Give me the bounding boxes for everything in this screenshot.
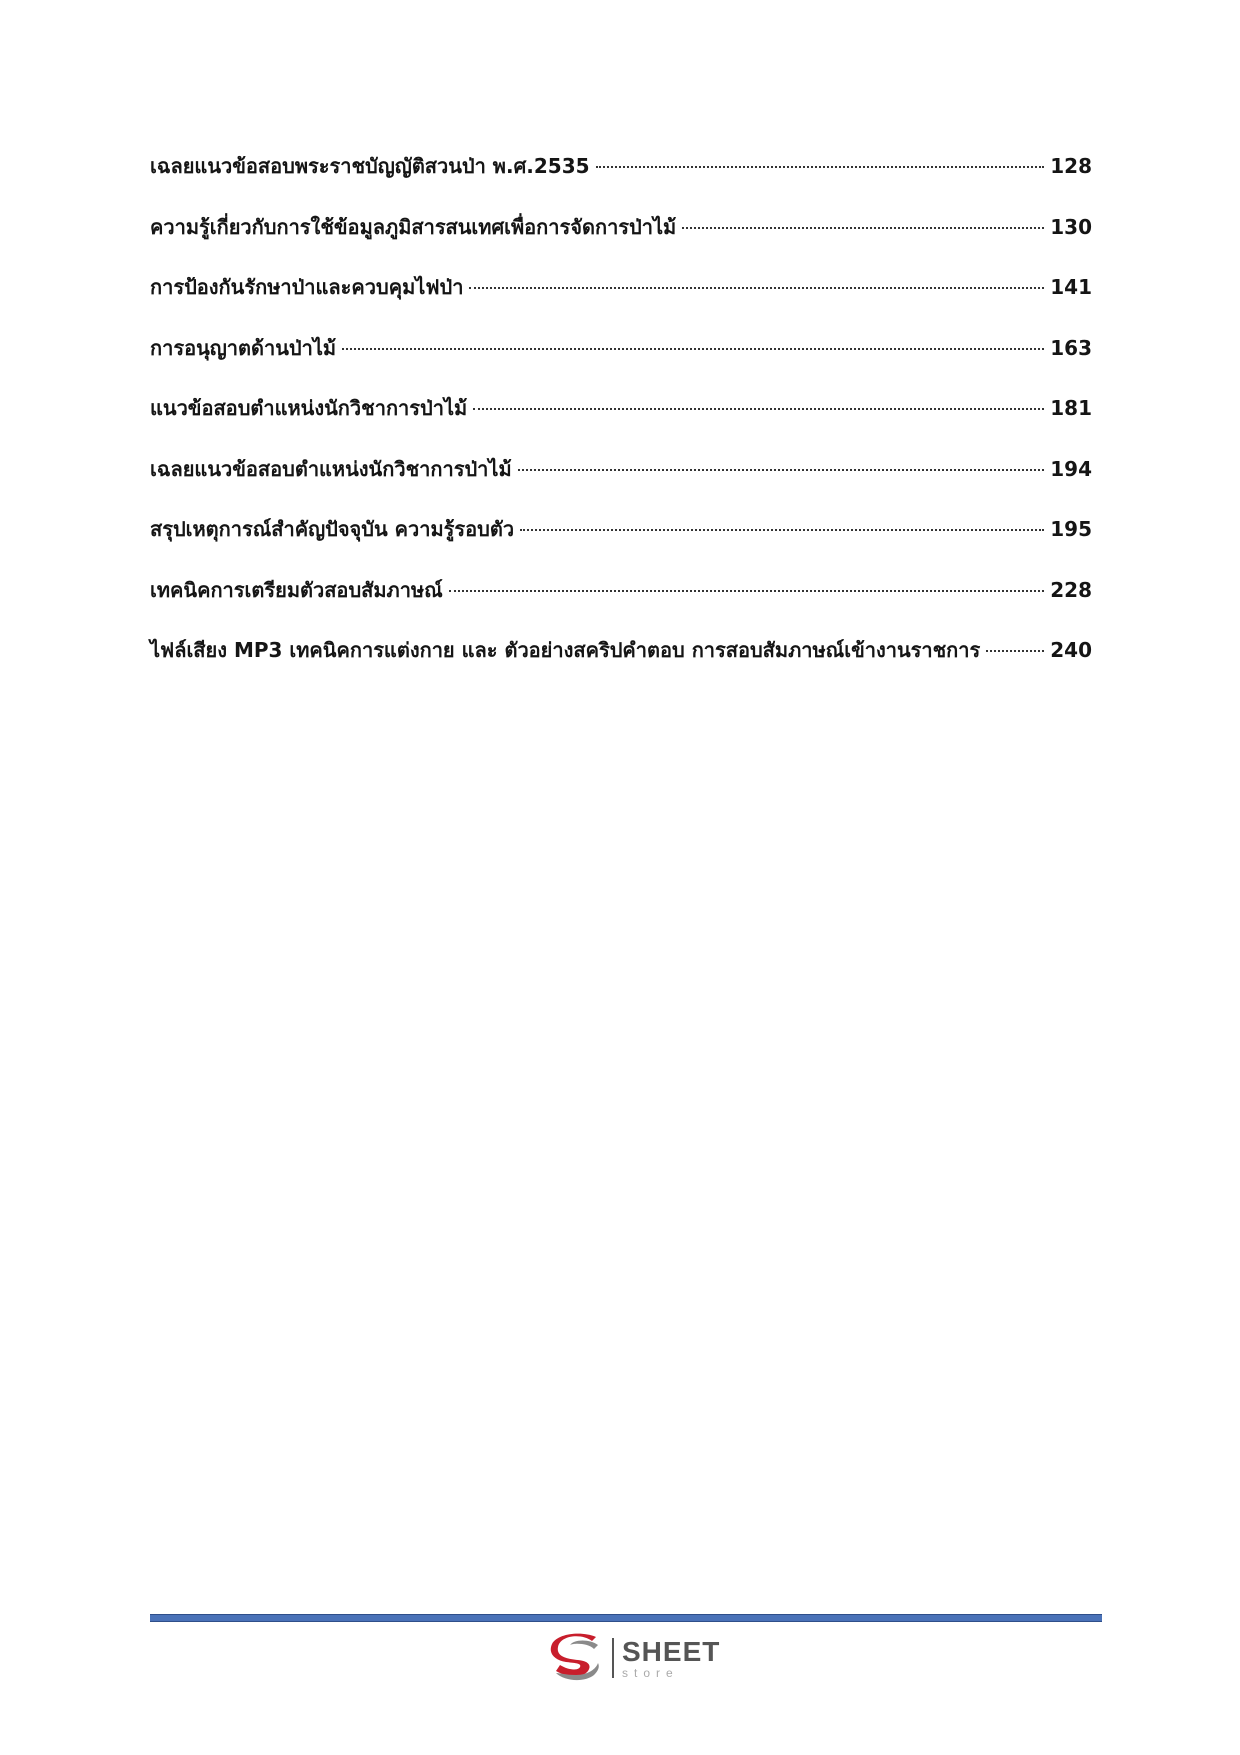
sheet-store-logo [548, 1632, 720, 1684]
toc-entry-title: การอนุญาตด้านป่าไม้ [150, 335, 337, 360]
toc-entry-title: การป้องกันรักษาป่าและควบคุมไฟป่า [150, 275, 464, 299]
toc-entry[interactable] [150, 332, 1092, 393]
toc-entry[interactable] [150, 513, 1092, 574]
sheet-store-emblem-icon [548, 1633, 606, 1683]
toc-entry-title: สรุปเหตุการณ์สำคัญปัจจุบัน ความรู้รอบตัว [150, 517, 515, 541]
toc-entry-page: 141 [1050, 275, 1092, 299]
toc-entry-page: 128 [1050, 154, 1092, 178]
dot-leader [473, 408, 1044, 410]
toc-entry-title: แนวข้อสอบตำแหน่งนักวิชาการป่าไม้ [150, 396, 468, 420]
toc-entry-title: เทคนิคการเตรียมตัวสอบสัมภาษณ์ [150, 577, 443, 602]
logo-subword: store [622, 1665, 679, 1680]
dot-leader [596, 166, 1045, 168]
toc-entry-page: 181 [1050, 396, 1092, 420]
toc-entry[interactable] [150, 574, 1092, 635]
logo-divider [612, 1638, 614, 1678]
toc-entry-page: 195 [1050, 517, 1092, 541]
dot-leader [682, 227, 1044, 229]
logo-word: SHEET [622, 1635, 721, 1667]
toc-entry-title: ไฟล์เสียง MP3 เทคนิคการแต่งกาย และ ตัวอย่างสคริปคำตอบ การสอบสัมภาษณ์เข้างานราชการ [150, 638, 981, 662]
dot-leader [342, 348, 1044, 350]
toc-entry-page: 163 [1050, 335, 1092, 360]
toc-entry[interactable] [150, 634, 1092, 695]
dot-leader [986, 650, 1044, 652]
dot-leader [518, 469, 1045, 471]
toc-entry-page: 130 [1050, 214, 1092, 239]
toc-entry-title: เฉลยแนวข้อสอบพระราชบัญญัติสวนป่า พ.ศ.2535 [150, 154, 590, 178]
toc-entry[interactable] [150, 453, 1092, 514]
toc-entry[interactable] [150, 271, 1092, 332]
dot-leader [469, 287, 1044, 289]
toc-entry-title: เฉลยแนวข้อสอบตำแหน่งนักวิชาการป่าไม้ [150, 456, 512, 481]
dot-leader [449, 590, 1045, 592]
toc-entry[interactable] [150, 211, 1092, 272]
toc-entry-page: 240 [1050, 638, 1092, 662]
logo-wordmark [622, 1635, 721, 1680]
toc-entry[interactable] [150, 392, 1092, 453]
toc-entry-title: ความรู้เกี่ยวกับการใช้ข้อมูลภูมิสารสนเทศเพื่อการจัดการป่าไม้ [150, 214, 677, 239]
table-of-contents [150, 150, 1092, 695]
toc-entry[interactable] [150, 150, 1092, 211]
footer-divider [150, 1614, 1102, 1622]
dot-leader [520, 529, 1044, 531]
toc-entry-page: 228 [1050, 577, 1092, 602]
toc-entry-page: 194 [1050, 456, 1092, 481]
